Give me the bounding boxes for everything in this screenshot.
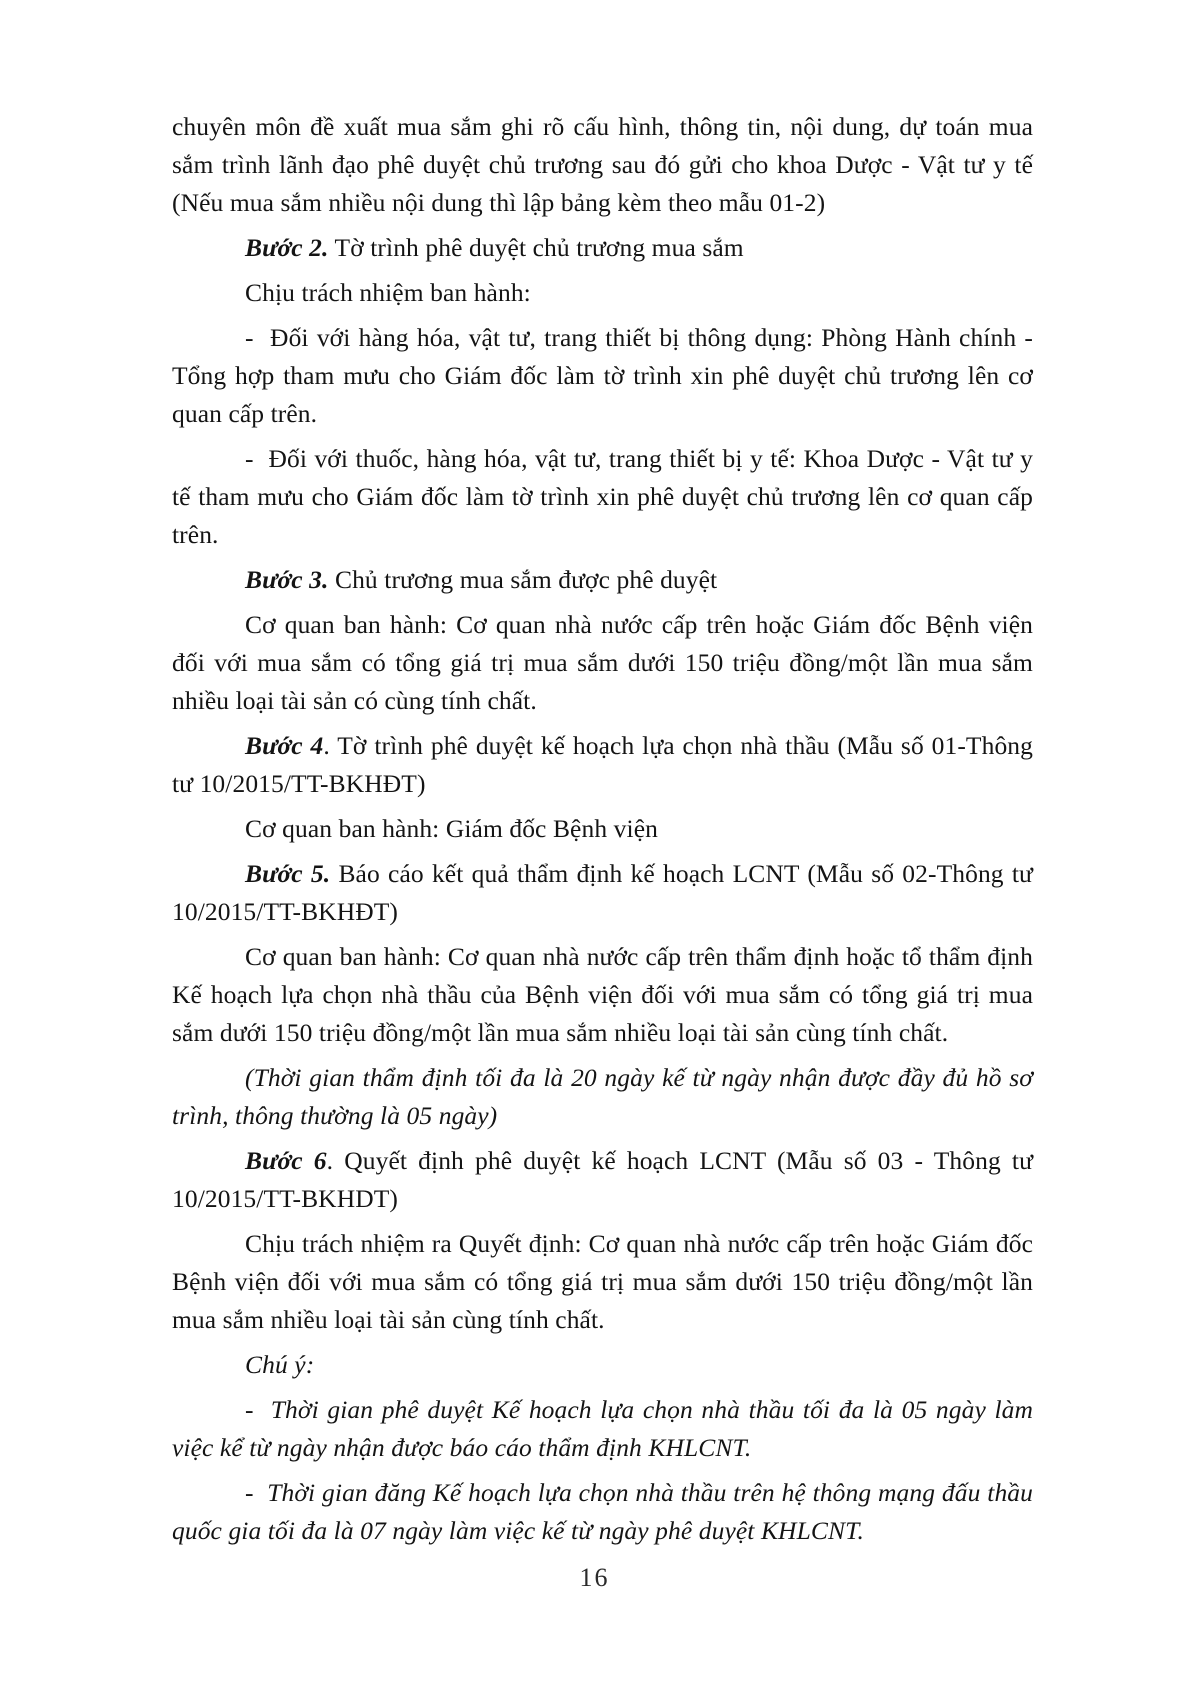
- text-run: Cơ quan ban hành: Cơ quan nhà nước cấp trên hoặc Giám đốc Bệnh viện đối với mua sắm có tổng giá trị mua sắm dưới 150 triệu đồng/một lần mua sắm nhiều loại tài sản có cùng tính chất.: [172, 610, 1033, 715]
- step-label: Bước 4: [245, 731, 324, 760]
- text-run: - Đối với hàng hóa, vật tư, trang thiết bị thông dụng: Phòng Hành chính - Tổng hợp tham mưu cho Giám đốc làm tờ trình xin phê duyệt chủ trương lên cơ quan cấp trên.: [172, 323, 1033, 428]
- text-run: Chủ trương mua sắm được phê duyệt: [328, 565, 718, 594]
- text-run: (Thời gian thẩm định tối đa là 20 ngày kế từ ngày nhận được đầy đủ hồ sơ trình, thông thường là 05 ngày): [172, 1063, 1033, 1130]
- page-number: 16: [579, 1563, 610, 1592]
- text-run: . Tờ trình phê duyệt kế hoạch lựa chọn nhà thầu (Mẫu số 01-Thông tư 10/2015/TT-BKHĐT): [172, 731, 1034, 798]
- paragraph: [172, 1391, 1033, 1467]
- step-label: Bước 5.: [245, 859, 331, 888]
- text-run: Báo cáo kết quả thẩm định kế hoạch LCNT (Mẫu số 02-Thông tư 10/2015/TT-BKHĐT): [172, 859, 1033, 926]
- paragraph: [172, 561, 1033, 599]
- step-label: Bước 2.: [245, 233, 329, 262]
- text-run: . Quyết định phê duyệt kế hoạch LCNT (Mẫu số 03 - Thông tư 10/2015/TT-BKHDT): [172, 1146, 1034, 1213]
- paragraph: [172, 606, 1033, 720]
- text-run: Chịu trách nhiệm ra Quyết định: Cơ quan nhà nước cấp trên hoặc Giám đốc Bệnh viện đối với mua sắm có tổng giá trị mua sắm dưới 150 triệu đồng/một lần mua sắm nhiều loại tài sản cùng tính chất.: [172, 1229, 1033, 1334]
- document-body: [172, 108, 1033, 1557]
- paragraph: [172, 1142, 1033, 1218]
- paragraph: [172, 229, 1033, 267]
- step-label: Bước 6: [245, 1146, 327, 1175]
- paragraph: [172, 1346, 1033, 1384]
- paragraph: [172, 855, 1033, 931]
- paragraph: [172, 274, 1033, 312]
- text-run: - Đối với thuốc, hàng hóa, vật tư, trang thiết bị y tế: Khoa Dược - Vật tư y tế tham mưu cho Giám đốc làm tờ trình xin phê duyệt chủ trương lên cơ quan cấp trên.: [172, 444, 1033, 549]
- paragraph: [172, 1225, 1033, 1339]
- text-run: - Thời gian đăng Kế hoạch lựa chọn nhà thầu trên hệ thông mạng đấu thầu quốc gia tối đa là 07 ngày làm việc kế từ ngày phê duyệt KHLCNT.: [172, 1478, 1033, 1545]
- paragraph: [172, 1059, 1033, 1135]
- text-run: - Thời gian phê duyệt Kế hoạch lựa chọn nhà thầu tối đa là 05 ngày làm việc kể từ ngày nhận được báo cáo thẩm định KHLCNT.: [172, 1395, 1033, 1462]
- paragraph: [172, 810, 1033, 848]
- text-run: Cơ quan ban hành: Giám đốc Bệnh viện: [245, 814, 658, 843]
- step-label: Bước 3.: [245, 565, 329, 594]
- paragraph: [172, 319, 1033, 433]
- paragraph: [172, 938, 1033, 1052]
- text-run: Chịu trách nhiệm ban hành:: [245, 278, 531, 307]
- paragraph: [172, 108, 1033, 222]
- text-run: Chú ý:: [245, 1350, 315, 1379]
- paragraph: [172, 1474, 1033, 1550]
- text-run: Tờ trình phê duyệt chủ trương mua sắm: [328, 233, 744, 262]
- paragraph: [172, 440, 1033, 554]
- paragraph: [172, 727, 1033, 803]
- text-run: chuyên môn đề xuất mua sắm ghi rõ cấu hình, thông tin, nội dung, dự toán mua sắm trình lãnh đạo phê duyệt chủ trương sau đó gửi cho khoa Dược - Vật tư y tế (Nếu mua sắm nhiều nội dung thì lập bảng kèm theo mẫu 01-2): [172, 112, 1033, 217]
- text-run: Cơ quan ban hành: Cơ quan nhà nước cấp trên thẩm định hoặc tổ thẩm định Kế hoạch lựa chọn nhà thầu của Bệnh viện đối với mua sắm có tổng giá trị mua sắm dưới 150 triệu đồng/một lần mua sắm nhiều loại tài sản cùng tính chất.: [172, 942, 1033, 1047]
